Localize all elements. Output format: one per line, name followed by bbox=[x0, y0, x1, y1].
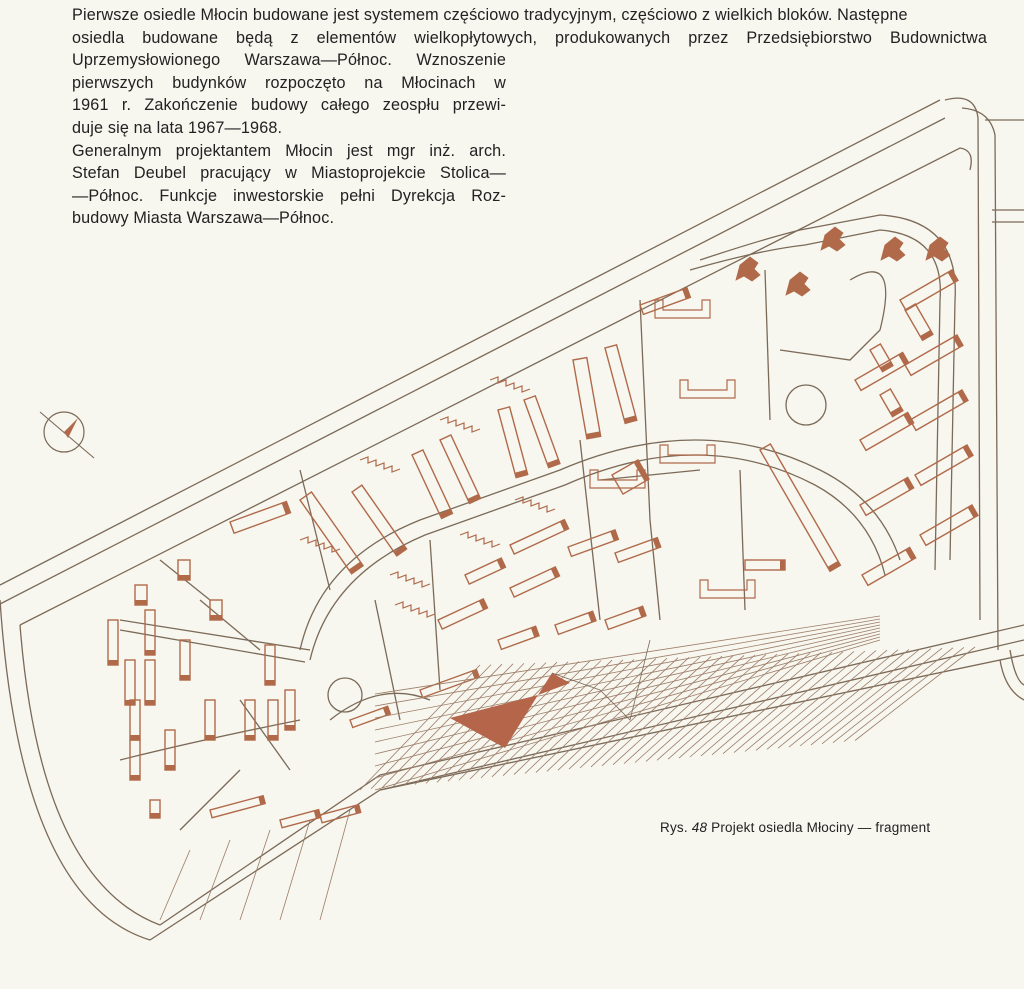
building-footprint bbox=[760, 444, 840, 571]
building-footprint bbox=[108, 620, 118, 665]
roundabout bbox=[786, 385, 826, 425]
building-footprint bbox=[145, 610, 155, 655]
building-footprint bbox=[920, 505, 978, 545]
building-shadow bbox=[245, 735, 255, 740]
access-road-line bbox=[600, 470, 700, 480]
roundabout bbox=[328, 678, 362, 712]
building-shadow bbox=[130, 735, 140, 740]
road-line bbox=[1000, 660, 1024, 700]
building-footprint bbox=[573, 358, 601, 439]
building-footprint bbox=[130, 740, 140, 780]
building-footprint bbox=[440, 435, 480, 504]
building-shadow bbox=[210, 615, 222, 620]
building-shadow bbox=[265, 680, 275, 685]
north-arrow-icon bbox=[32, 410, 96, 479]
courtyard-block bbox=[700, 580, 755, 598]
row-houses bbox=[395, 602, 435, 617]
building-footprint bbox=[910, 390, 968, 430]
building-footprint bbox=[510, 520, 569, 554]
courtyard-block bbox=[680, 380, 735, 398]
building-footprint bbox=[265, 645, 275, 685]
building-footprint bbox=[745, 560, 785, 570]
building-shadow bbox=[178, 575, 190, 580]
text-line: 1961 r. Zakończenie budowy całego zeospłu przewi- bbox=[72, 96, 506, 115]
text-line: Uprzemysłowionego Warszawa—Północ. Wznoszenie bbox=[72, 51, 506, 70]
access-road-line bbox=[300, 470, 330, 590]
building-footprint bbox=[915, 445, 973, 485]
building-footprint bbox=[352, 485, 407, 556]
text-line: Pierwsze osiedle Młocin budowane jest systemem częściowo tradycyjnym, częściowo z wielkich bloków. Następne bbox=[72, 6, 908, 24]
hatch-line bbox=[375, 616, 880, 694]
point-tower bbox=[736, 257, 760, 281]
text-line: —Północ. Funkcje inwestorskie pełni Dyrekcja Roz- bbox=[72, 186, 506, 205]
hatch-line bbox=[280, 820, 310, 920]
row-houses bbox=[440, 417, 480, 432]
building-footprint bbox=[210, 796, 265, 818]
building-footprint bbox=[180, 640, 190, 680]
building-footprint bbox=[524, 396, 560, 468]
building-footprint bbox=[900, 270, 958, 310]
caption-title: Projekt osiedla Młociny — fragment bbox=[707, 820, 931, 835]
access-road-line bbox=[740, 470, 745, 610]
building-shadow bbox=[285, 725, 295, 730]
building-footprint bbox=[285, 690, 295, 730]
row-houses bbox=[490, 377, 530, 392]
access-road-line bbox=[310, 455, 885, 660]
text-line: osiedla budowane będą z elementów wielkopłytowych, produkowanych przez Przedsiębiorstwo Budownictwa bbox=[72, 28, 987, 47]
building-footprint bbox=[412, 450, 452, 519]
building-shadow bbox=[634, 460, 649, 482]
point-tower bbox=[881, 237, 905, 261]
building-shadow bbox=[108, 660, 118, 665]
building-footprint bbox=[165, 730, 175, 770]
description-text bbox=[72, 4, 987, 230]
hatch-line bbox=[240, 830, 270, 920]
building-footprint bbox=[268, 700, 278, 740]
row-houses bbox=[390, 572, 430, 587]
access-road-line bbox=[200, 600, 260, 650]
triangle-outline bbox=[552, 640, 650, 720]
point-tower bbox=[821, 227, 845, 251]
building-footprint bbox=[125, 660, 135, 705]
hatch-line bbox=[160, 850, 190, 920]
building-footprint bbox=[230, 501, 290, 533]
access-road-line bbox=[180, 770, 240, 830]
hatch-line bbox=[375, 622, 880, 718]
access-road-line bbox=[690, 230, 940, 570]
building-shadow bbox=[165, 765, 175, 770]
figure-number: 48 bbox=[691, 820, 708, 835]
row-houses bbox=[515, 497, 555, 512]
building-shadow bbox=[780, 560, 785, 570]
courtyard-block bbox=[655, 300, 710, 318]
building-footprint bbox=[145, 660, 155, 705]
text-line: Generalnym projektantem Młocin jest mgr inż. arch. bbox=[72, 141, 506, 160]
building-footprint bbox=[205, 700, 215, 740]
row-houses bbox=[360, 457, 400, 472]
building-shadow bbox=[150, 813, 160, 818]
building-footprint bbox=[568, 530, 618, 556]
figure-caption bbox=[660, 820, 930, 835]
access-road-line bbox=[580, 440, 600, 620]
access-road-line bbox=[330, 693, 430, 720]
hatched-green-strip bbox=[160, 616, 975, 920]
building-shadow bbox=[135, 600, 147, 605]
hatch-line bbox=[375, 631, 880, 754]
caption-prefix: Rys. bbox=[660, 820, 692, 835]
building-shadow bbox=[472, 669, 479, 678]
text-line: budowy Miasta Warszawa—Północ. bbox=[72, 209, 335, 228]
building-shadow bbox=[268, 735, 278, 740]
text-line: duje się na lata 1967—1968. bbox=[72, 118, 283, 137]
hatch-line bbox=[375, 634, 880, 766]
point-tower bbox=[786, 272, 810, 296]
building-shadow bbox=[130, 775, 140, 780]
building-shadow bbox=[180, 675, 190, 680]
building-shadow bbox=[145, 700, 155, 705]
triangle-marker bbox=[450, 695, 538, 748]
building-shadow bbox=[145, 650, 155, 655]
text-line: pierwszych budynków rozpoczęto na Młocinach w bbox=[72, 73, 506, 92]
hatch-line bbox=[375, 637, 880, 778]
courtyard-block bbox=[660, 445, 715, 463]
access-road-line bbox=[765, 270, 770, 420]
text-line: Stefan Deubel pracujący w Miastoprojekcie Stolica— bbox=[72, 164, 506, 183]
building-shadow bbox=[205, 735, 215, 740]
building-footprint bbox=[130, 700, 140, 740]
access-road-line bbox=[700, 215, 955, 560]
building-footprint bbox=[498, 407, 528, 478]
row-houses bbox=[460, 532, 500, 547]
building-footprint bbox=[605, 345, 637, 423]
building-shadow bbox=[383, 706, 390, 715]
building-footprint bbox=[300, 492, 363, 574]
